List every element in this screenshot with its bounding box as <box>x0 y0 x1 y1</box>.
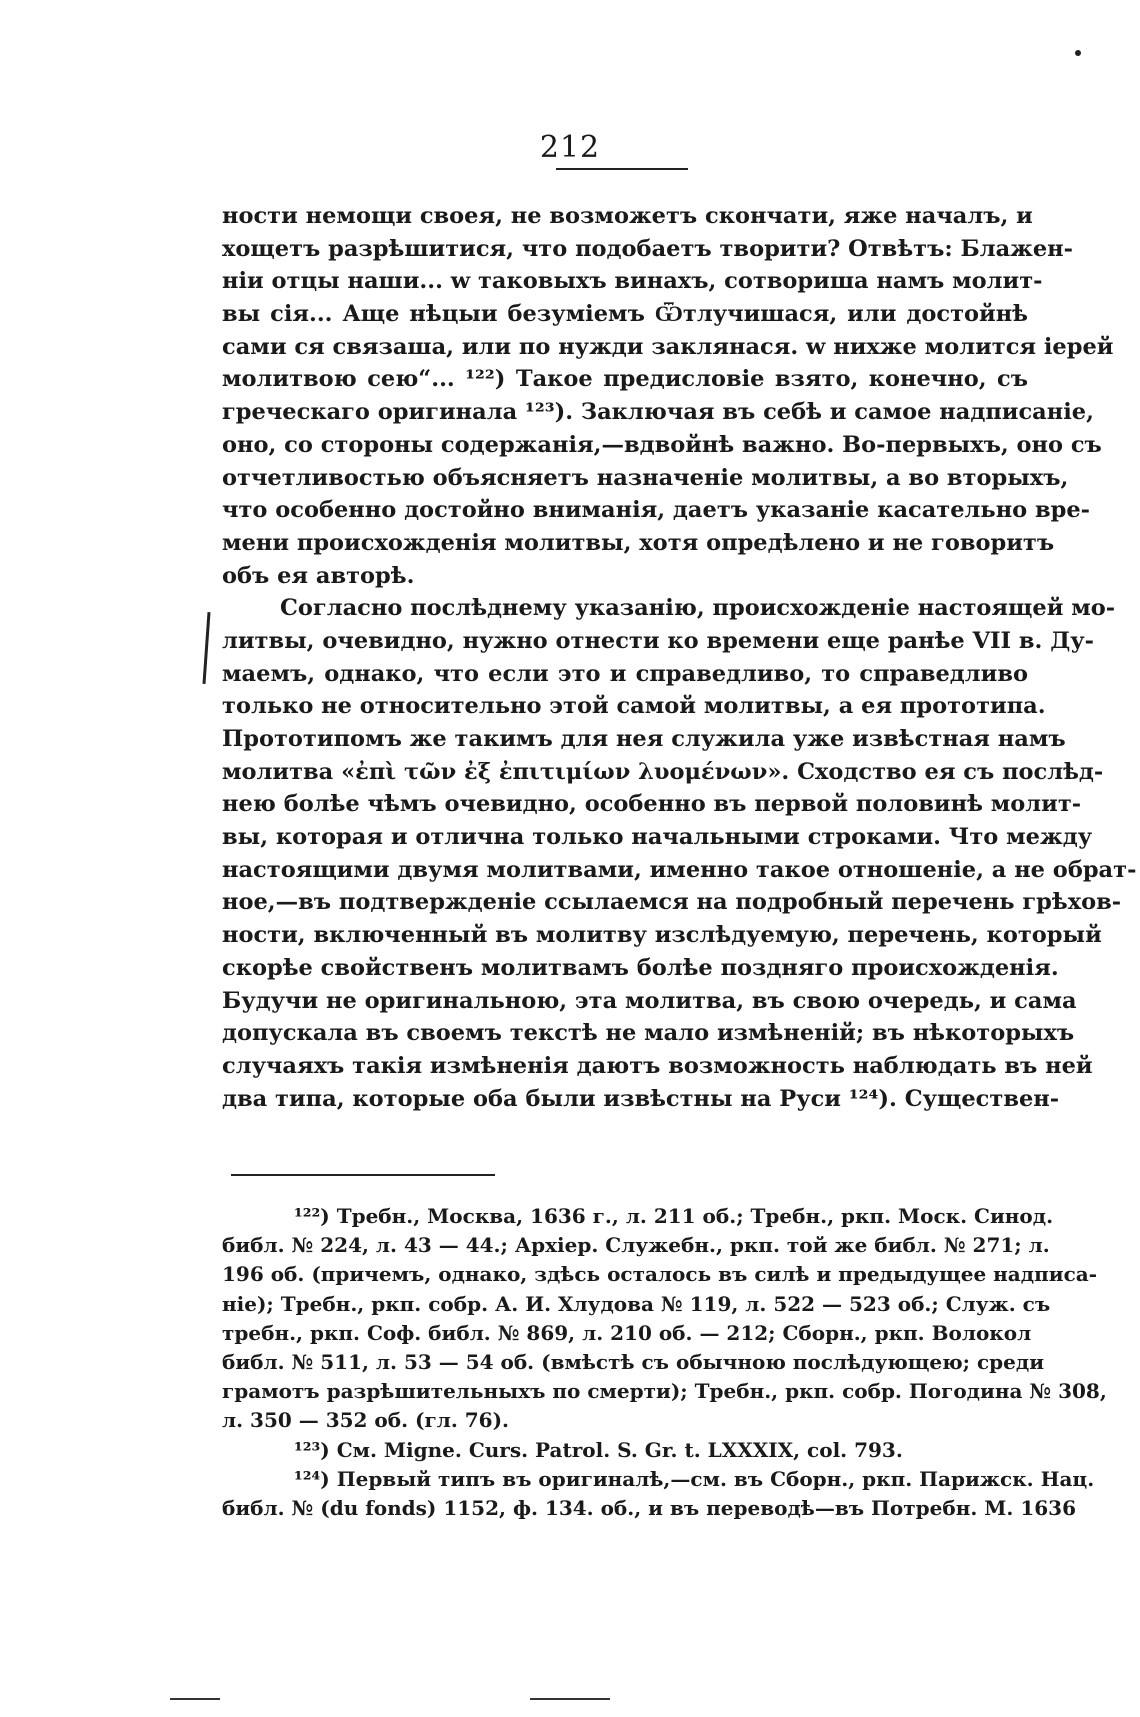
body-line: Будучи не оригинальною, эта молитва, въ свою очередь, и сама <box>222 987 1077 1014</box>
margin-mark <box>202 612 210 684</box>
body-line: вы сія... Аще нѣцыи безуміемъ Ѿтлучишася, или достойнѣ <box>222 301 1028 328</box>
body-line: случаяхъ такія измѣненія даютъ возможность наблюдать въ ней <box>222 1052 1093 1079</box>
body-line: отчетливостью объясняетъ назначеніе молитвы, а во вторыхъ, <box>222 464 1069 491</box>
body-line: Согласно послѣднему указанію, происхожденіе настоящей мо- <box>280 595 1116 622</box>
page-number-rule <box>556 168 688 170</box>
footnote-line: ніе); Требн., ркп. собр. А. И. Хлудова № 119, л. 522 — 523 об.; Служ. съ <box>222 1291 1051 1316</box>
footnote-line: ¹²³) См. Migne. Curs. Patrol. S. Gr. t. LXXXIX, col. 793. <box>294 1437 903 1462</box>
ink-dot <box>1075 50 1081 56</box>
footnote-line: библ. № (du fonds) 1152, ф. 134. об., и въ переводѣ—въ Потребн. М. 1636 <box>222 1495 1077 1520</box>
body-line: ности немощи своея, не возможетъ скончати, яже началъ, и <box>222 203 1033 229</box>
body-line: молитва «ἐπὶ τῶν ἐξ ἐπιτιμίων λυομένων». Сходство ея съ послѣд- <box>222 758 1104 785</box>
body-line: скорѣе свойственъ молитвамъ болѣе поздняго происхожденія. <box>222 954 1059 981</box>
body-line: два типа, которые оба были извѣстны на Руси ¹²⁴). Существен- <box>222 1085 1060 1112</box>
body-line: греческаго оригинала ¹²³). Заключая въ себѣ и самое надписаніе, <box>222 399 1094 426</box>
scan-mark-bottom <box>530 1698 610 1700</box>
body-line: вы, которая и отлична только начальными строками. Что между <box>222 824 1093 851</box>
body-line: маемъ, однако, что если это и справедливо, то справедливо <box>222 660 1028 687</box>
body-line: мени происхожденія молитвы, хотя опредѣлено и не говоритъ <box>222 529 1055 556</box>
footnote-line: грамотъ разрѣшительныхъ по смерти); Требн., ркп. собр. Погодина № 308, <box>222 1379 1107 1404</box>
body-line: хощетъ разрѣшитися, что подобаетъ творити? Отвѣтъ: Блажен- <box>222 235 1073 262</box>
body-line: оно, со стороны содержанія,—вдвойнѣ важно. Во-первыхъ, оно съ <box>222 431 1102 458</box>
body-line: молитвою сею“... ¹²²) Такое предисловіе взято, конечно, съ <box>222 366 1028 393</box>
footnote-line: требн., ркп. Соф. библ. № 869, л. 210 об. — 212; Сборн., ркп. Волокол <box>222 1320 1032 1345</box>
footnote-line: л. 350 — 352 об. (гл. 76). <box>222 1408 510 1433</box>
footnote-line: библ. № 224, л. 43 — 44.; Архіер. Служебн., ркп. той же библ. № 271; л. <box>222 1233 1050 1258</box>
body-line: литвы, очевидно, нужно отнести ко времени еще ранѣе VII в. Ду- <box>222 627 1094 654</box>
scan-mark-left <box>170 1698 220 1700</box>
footnote-line: ¹²²) Требн., Москва, 1636 г., л. 211 об.; Требн., ркп. Моск. Синод. <box>294 1204 1054 1228</box>
body-line: настоящими двумя молитвами, именно такое отношеніе, а не обрат- <box>222 856 1137 883</box>
body-line: сами ся связаша, или по нужди заклянася. w нихже молится іерей <box>222 333 1114 360</box>
body-line: допускала въ своемъ текстѣ не мало измѣненій; въ нѣкоторыхъ <box>222 1020 1075 1047</box>
body-line: нею болѣе чѣмъ очевидно, особенно въ первой половинѣ молит- <box>222 791 1082 818</box>
footnotes <box>222 1202 1107 1523</box>
footnote-rule <box>231 1174 495 1176</box>
body-line: ности, включенный въ молитву изслѣдуемую, перечень, который <box>222 922 1102 949</box>
footnote-line: ¹²⁴) Первый типъ въ оригиналѣ,—см. въ Сборн., ркп. Парижск. Нац. <box>294 1466 1095 1491</box>
body-line: что особенно достойно вниманія, даетъ указаніе касательно вре- <box>222 497 1091 524</box>
footnote-line: 196 об. (причемъ, однако, здѣсь осталось въ силѣ и предыдущее надписа- <box>222 1262 1097 1287</box>
body-text <box>222 200 1137 1115</box>
body-line: только не относительно этой самой молитвы, а ея прототипа. <box>222 693 1046 720</box>
body-line: объ ея авторѣ. <box>222 562 415 589</box>
page-number: 212 <box>539 130 601 165</box>
body-line: ніи отцы наши... w таковыхъ винахъ, сотвориша намъ молит- <box>222 268 1043 295</box>
body-line: ное,—въ подтвержденіе ссылаемся на подробный перечень грѣхов- <box>222 889 1122 916</box>
body-line: Прототипомъ же такимъ для нея служила уже извѣстная намъ <box>222 726 1066 752</box>
footnote-line: библ. № 511, л. 53 — 54 об. (вмѣстѣ съ обычною послѣдующею; среди <box>222 1349 1045 1374</box>
